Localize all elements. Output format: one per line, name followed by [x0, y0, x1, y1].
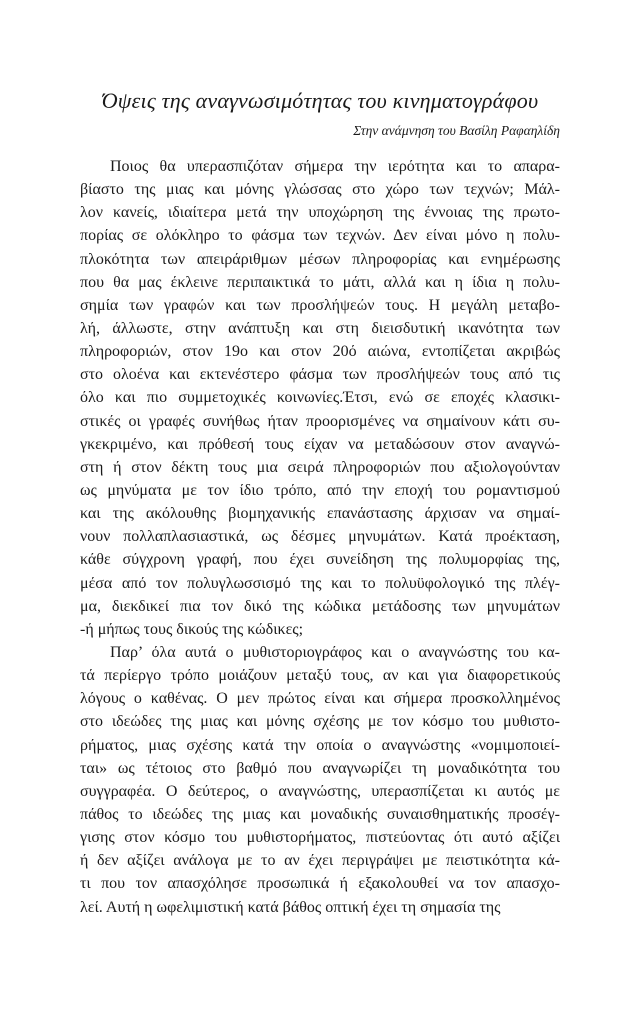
- chapter-title: Όψεις της αναγνωσιμότητας του κινηματογράφου: [101, 88, 539, 113]
- text-line: νουν πολλαπλασιαστικά, ως δέσμες μηνυμάτων. Κατά προέκταση,: [80, 528, 560, 546]
- text-line: στο ολοένα και εκτενέστερο φάσμα των προσλήψεών τους από τις: [80, 366, 560, 384]
- text-line: βίαστο της μιας και μόνης γλώσσας στο χώρο των τεχνών; Μάλ-: [80, 181, 560, 199]
- text-line: πάθος το ιδεώδες της μιας και μοναδικής συναισθηματικής προσέγ-: [80, 805, 560, 823]
- text-line: όλο και πιο συμμετοχικές κοινωνίες.Έτσι, ενώ σε εποχές κλασικι-: [80, 389, 560, 407]
- text-line: κάθε σύγχρονη γραφή, που έχει συνείδηση της πολυμορφίας της,: [80, 551, 560, 569]
- text-line: και της ακόλουθης βιομηχανικής επανάστασης άρχισαν να σημαί-: [80, 505, 560, 523]
- body-text: [80, 155, 560, 919]
- text-line: στο ιδεώδες της μιας και μόνης σχέσης με τον κόσμο του μυθιστο-: [80, 713, 560, 731]
- text-line: τά περίεργο τρόπο μοιάζουν μεταξύ τους, αν και για διαφορετικούς: [80, 667, 560, 685]
- text-line: λον κανείς, ιδιαίτερα μετά την υποχώρηση της έννοιας της πρωτο-: [80, 204, 560, 222]
- text-line: πλοκότητα των απειράριθμων μέσων πληροφορίας και ενημέρωσης: [80, 250, 560, 268]
- text-line: πορίας σε ολόκληρο το φάσμα των τεχνών. Δεν είναι μόνο η πολυ-: [80, 227, 560, 245]
- text-line: ρήματος, μιας σχέσης κατά την οποία ο αναγνώστης «νομιμοποιεί-: [80, 736, 560, 754]
- text-line: στικές οι γραφές συνήθως ήταν προορισμένες να σημαίνουν κάτι συ-: [80, 412, 560, 430]
- text-line: γκεκριμένο, και πρόθεσή τους είχαν να μεταδώσουν στον αναγνώ-: [80, 435, 560, 453]
- paragraph: [80, 641, 560, 919]
- text-line: λεί. Αυτή η ωφελιμιστική κατά βάθος οπτική έχει τη σημασία της: [80, 898, 501, 916]
- text-line: τι που τον απασχόλησε προσωπικά ή εξακολουθεί να τον απασχο-: [80, 875, 560, 893]
- text-line: ως μηνύματα με τον ίδιο τρόπο, από την εποχή του ρομαντισμού: [80, 481, 560, 499]
- text-line: μα, διεκδικεί πια τον δικό της κώδικα μετάδοσης των μηνυμάτων: [80, 597, 560, 615]
- text-line: Ποιος θα υπερασπιζόταν σήμερα την ιερότητα και το απαρα-: [110, 158, 560, 175]
- text-line: πληροφοριών, στον 19ο και στον 20ό αιώνα, εντοπίζεται ακριβώς: [80, 343, 560, 361]
- text-line: Παρ’ όλα αυτά ο μυθιστοριογράφος και ο αναγνώστης του κα-: [110, 643, 560, 661]
- text-line: συγγραφέα. Ο δεύτερος, ο αναγνώστης, υπερασπίζεται κι αυτός με: [80, 782, 560, 800]
- text-line: ται» ως τέτοιος στο βαθμό που αναγνωρίζει τη μοναδικότητα του: [80, 759, 560, 777]
- text-line: ή δεν αξίζει ανάλογα με το αν έχει περιγράψει με πειστικότητα κά-: [80, 852, 560, 870]
- text-line: λή, άλλωστε, στην ανάπτυξη και στη διεισδυτική ικανότητα των: [80, 319, 560, 337]
- dedication: Στην ανάμνηση του Βασίλη Ραφαηλίδη: [353, 123, 560, 138]
- text-line: -ή μήπως τους δικούς της κώδικες;: [80, 620, 304, 638]
- paragraph: [80, 155, 560, 641]
- text-line: σημία των γραφών και των προσλήψεών τους. Η μεγάλη μεταβο-: [80, 296, 560, 314]
- text-line: λόγους ο καθένας. Ο μεν πρώτος είναι και σήμερα προσκολλημένος: [80, 690, 560, 708]
- text-line: στη ή στον δέκτη τους μια σειρά πληροφοριών που αξιολογούνταν: [80, 458, 560, 476]
- text-line: που θα μας έκλεινε περιπαικτικά το μάτι, αλλά και η ίδια η πολυ-: [80, 273, 560, 291]
- text-line: μέσα από τον πολυγλωσσισμό της και το πολυϋφολογικό της πλέγ-: [80, 574, 560, 592]
- text-line: γισης στον κόσμο του μυθιστορήματος, πιστεύοντας ότι αυτό αξίζει: [80, 829, 560, 847]
